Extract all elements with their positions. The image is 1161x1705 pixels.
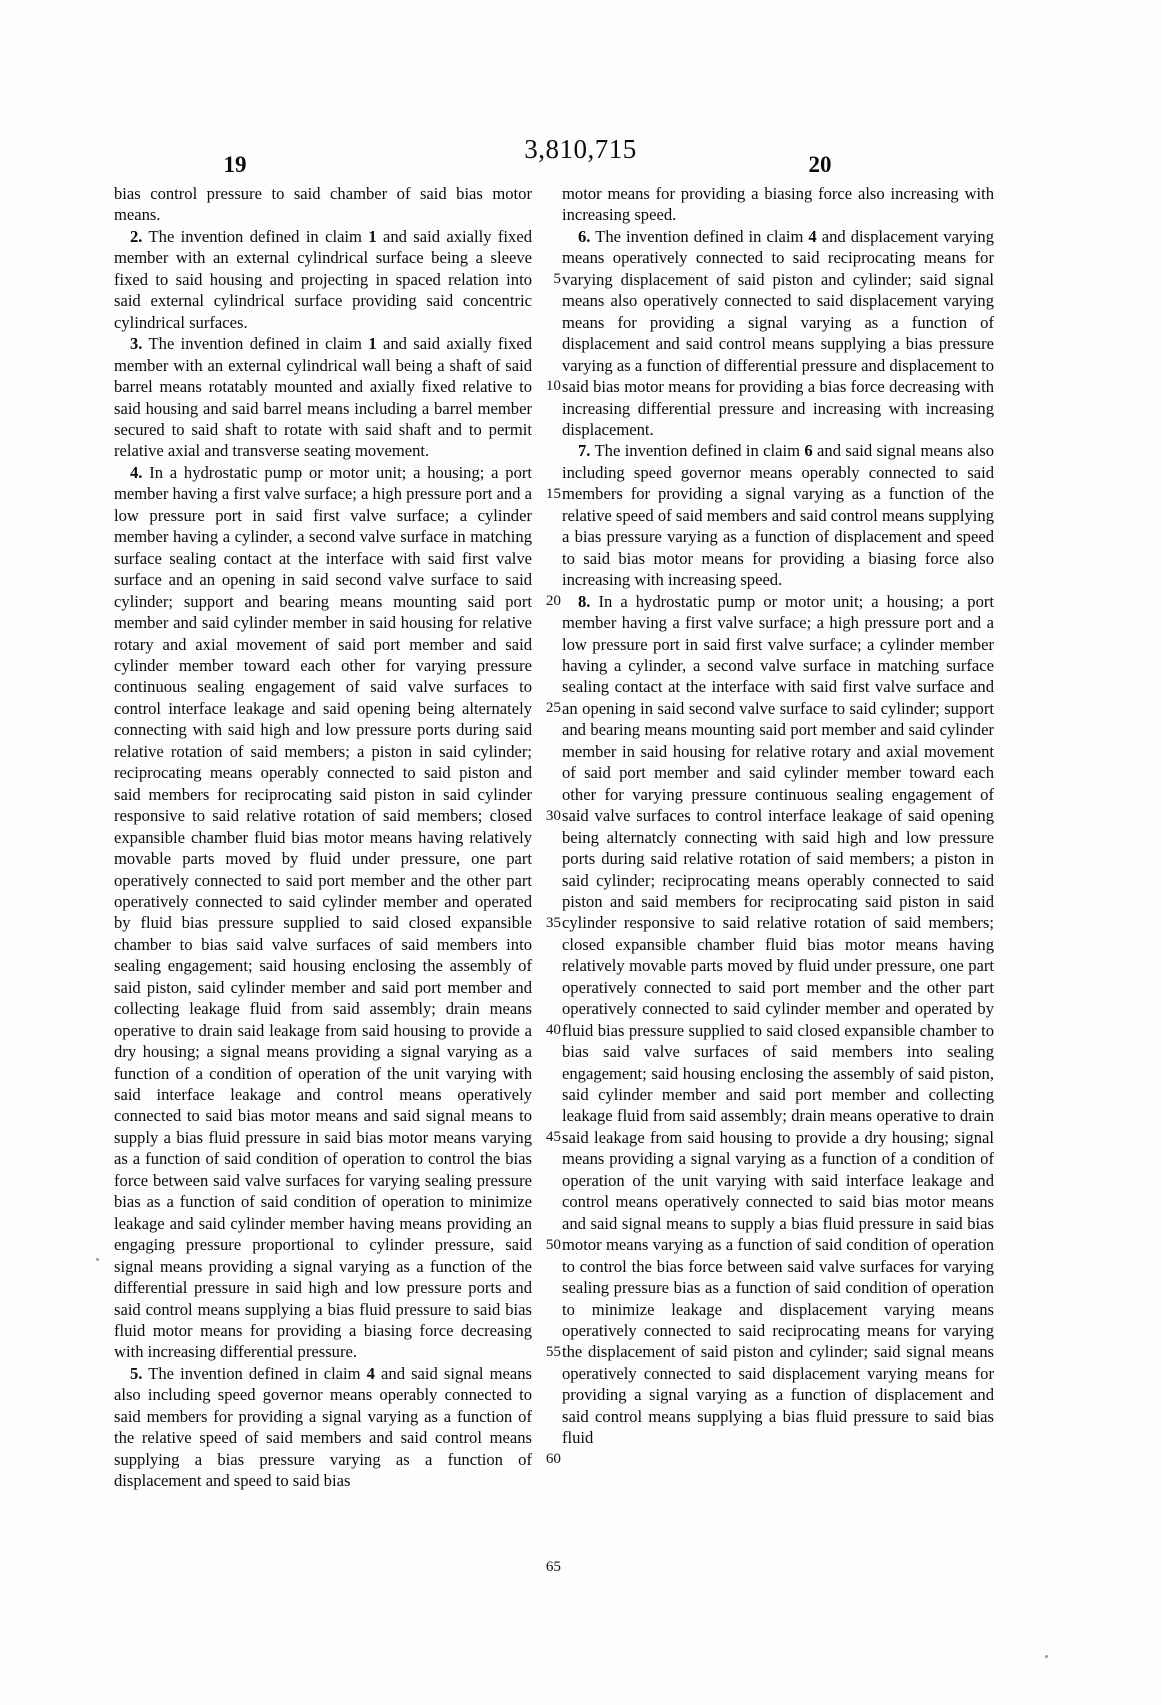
claim-number: 5.	[130, 1363, 143, 1383]
line-number-25: 25	[545, 699, 561, 717]
line-number-60: 60	[545, 1450, 561, 1468]
claim-paragraph-claim1-continuation: bias control pressure to said chamber of said bias motor means.	[114, 184, 532, 225]
claim-paragraph-claim8: 8. In a hydrostatic pump or motor unit; a housing; a port member having a first valve surface; a high pressure port and a low pressure port in said first valve surface; a cylinder member having a cylinder, a second valve surface in matching surface sealing contact at the interface with said first valve surface and an opening in said second valve surface to said cylinder; support and bearing means mounting said port member and said cylinder member in said housing for relative rotary and axial movement of said port member and said cylinder member toward each other for varying pressure continuous sealing engagement of said valve surfaces to control interface leakage of said opening being alternatcly connecting with said high and low pressure ports during said relative rotation of said members; a piston in said cylinder; reciprocating means operably connected to said piston and said members for reciprocating said piston in said cylinder responsive to said relative rotation of said members; closed expansible chamber fluid bias motor means having relatively movable parts moved by fluid under pressure, one part operatively connected to said port member and the other part operatively connected to said cylinder member and operated by fluid bias pressure supplied to said closed expansible chamber to bias said valve surfaces of said members into sealing engagement; said housing enclosing the assembly of said piston, said cylinder member and said port member and collecting leakage fluid from said assembly; drain means operative to drain said leakage from said housing to provide a dry housing; signal means providing a signal varying as a function of a condition of operation of the unit varying with said interface leakage and control means operatively connected to said bias motor means and said signal means to supply a bias fluid pressure in said bias motor means varying as a function of said condition of operation to control the bias force between said valve surfaces for varying sealing pressure bias as a function of said condition of operation to minimize leakage and displacement varying means operatively connected to said reciprocating means for varying the displacement of said piston and cylinder; said signal means operatively connected to said displacement varying means for providing a signal varying as a function of displacement and said control means supplying a bias fluid pressure to said bias fluid	[562, 591, 994, 1448]
claim-number: 2.	[130, 226, 143, 246]
claim-paragraph-claim7: 7. The invention defined in claim 6 and said signal means also including speed governor means operably connected to said members for providing a signal varying as a function of the relative speed of said members and said control means supplying a bias pressure varying as a function of displacement and speed to said bias motor means for providing a biasing force also increasing with increasing speed.	[562, 441, 994, 590]
line-number-30: 30	[545, 806, 561, 824]
claim-paragraph-claim5-continuation: motor means for providing a biasing force also increasing with increasing speed.	[562, 184, 994, 225]
left-column-number: 19	[223, 152, 247, 177]
claim-number: 8.	[578, 591, 591, 611]
claim-paragraph-claim5: 5. The invention defined in claim 4 and said signal means also including speed governor means operably connected to said members for providing a signal varying as a function of the relative speed of said members and said control means supplying a bias pressure varying as a function of displacement and speed to said bias	[114, 1363, 533, 1491]
claim-number: 3.	[130, 334, 143, 354]
claim-paragraph-claim2: 2. The invention defined in claim 1 and said axially fixed member with an external cylindrical surface being a sleeve fixed to said housing and projecting in spaced relation into said external cylindrical surface providing said concentric cylindrical surfaces.	[114, 226, 532, 332]
line-number-50: 50	[545, 1235, 561, 1253]
claim-number: 6.	[578, 226, 591, 246]
claim-paragraph-claim3: 3. The invention defined in claim 1 and said axially fixed member with an external cylindrical wall being a shaft of said barrel means rotatably mounted and axially fixed relative to said housing and said barrel means including a barrel member secured to said shaft to rotate with said shaft and to permit relative axial and transverse seating movement.	[114, 334, 532, 461]
claim-reference: 4	[808, 226, 817, 246]
claim-reference: 6	[804, 441, 813, 461]
patent-number: 3,810,715	[524, 134, 637, 164]
right-column-number: 20	[808, 152, 832, 177]
line-number-55: 55	[545, 1343, 561, 1360]
claim-number: 7.	[578, 441, 591, 461]
scan-speck	[96, 1258, 99, 1261]
claim-reference: 4	[366, 1363, 375, 1383]
line-number-5: 5	[553, 270, 561, 287]
line-number-15: 15	[545, 484, 561, 502]
claim-reference: 1	[368, 334, 377, 354]
line-number-45: 45	[545, 1128, 561, 1146]
line-number-10: 10	[545, 377, 561, 395]
line-number-40: 40	[545, 1021, 561, 1039]
line-number-35: 35	[545, 913, 561, 931]
claim-paragraph-claim6: 6. The invention defined in claim 4 and displacement varying means operatively connected to said reciprocating means for varying displacement of said piston and cylinder; said signal means also operatively connected to said displacement varying means for providing a signal varying as a function of displacement and said control means supplying a bias pressure varying as a function of differential pressure and displacement to said bias motor means for providing a bias force decreasing with increasing differential pressure and increasing with increasing displacement.	[562, 226, 994, 439]
line-number-65: 65	[545, 1557, 561, 1575]
right-text-column	[562, 183, 994, 1449]
line-number-gutter	[535, 183, 561, 1623]
line-number-20: 20	[545, 591, 561, 609]
scan-speck	[1045, 1655, 1048, 1658]
left-text-column	[114, 183, 532, 1492]
claim-reference: 1	[368, 226, 377, 246]
claim-paragraph-claim4: 4. In a hydrostatic pump or motor unit; a housing; a port member having a first valve surface; a high pressure port and a low pressure port in said first valve surface; a cylinder member having a cylinder, a second valve surface in matching surface sealing contact at the interface with said first valve surface and an opening in said second valve surface to said cylinder; support and bearing means mounting said port member and said cylinder member in said housing for relative rotary and axial movement of said port member and said cylinder member toward each other for varying pressure continuous sealing engagement of said valve surfaces to control interface leakage and said opening being alternately connecting with said high and low pressure ports during said relative rotation of said members; a piston in said cylinder; reciprocating means operably connected to said piston and said members for reciprocating said piston in said cylinder responsive to said relative rotation of said members; closed expansible chamber fluid bias motor means having relatively movable parts moved by fluid under pressure, one part operatively connected to said port member and the other part operatively connected to said cylinder member and operated by fluid bias pressure supplied to said closed expansible chamber to bias said valve surfaces of said members into sealing engagement; said housing enclosing the assembly of said piston, said cylinder member and said port member and collecting leakage fluid from said assembly; drain means operative to drain said leakage from said housing to provide a dry housing; a signal means providing a signal varying as a function of a condition of operation of the unit varying with said interface leakage and control means operatively connected to said bias motor means and said signal means to supply a bias fluid pressure in said bias motor means varying as a function of said condition of operation to control the bias force between said valve surfaces for varying sealing pressure bias as a function of said condition of operation to minimize leakage and said cylinder member having means providing an engaging pressure proportional to cylinder pressure, said signal means providing a signal varying as a function of the differential pressure in said high and low pressure ports and said control means supplying a bias fluid pressure to said bias fluid motor means for providing a biasing force decreasing with increasing differential pressure.	[114, 462, 532, 1362]
claim-number: 4.	[130, 462, 143, 482]
